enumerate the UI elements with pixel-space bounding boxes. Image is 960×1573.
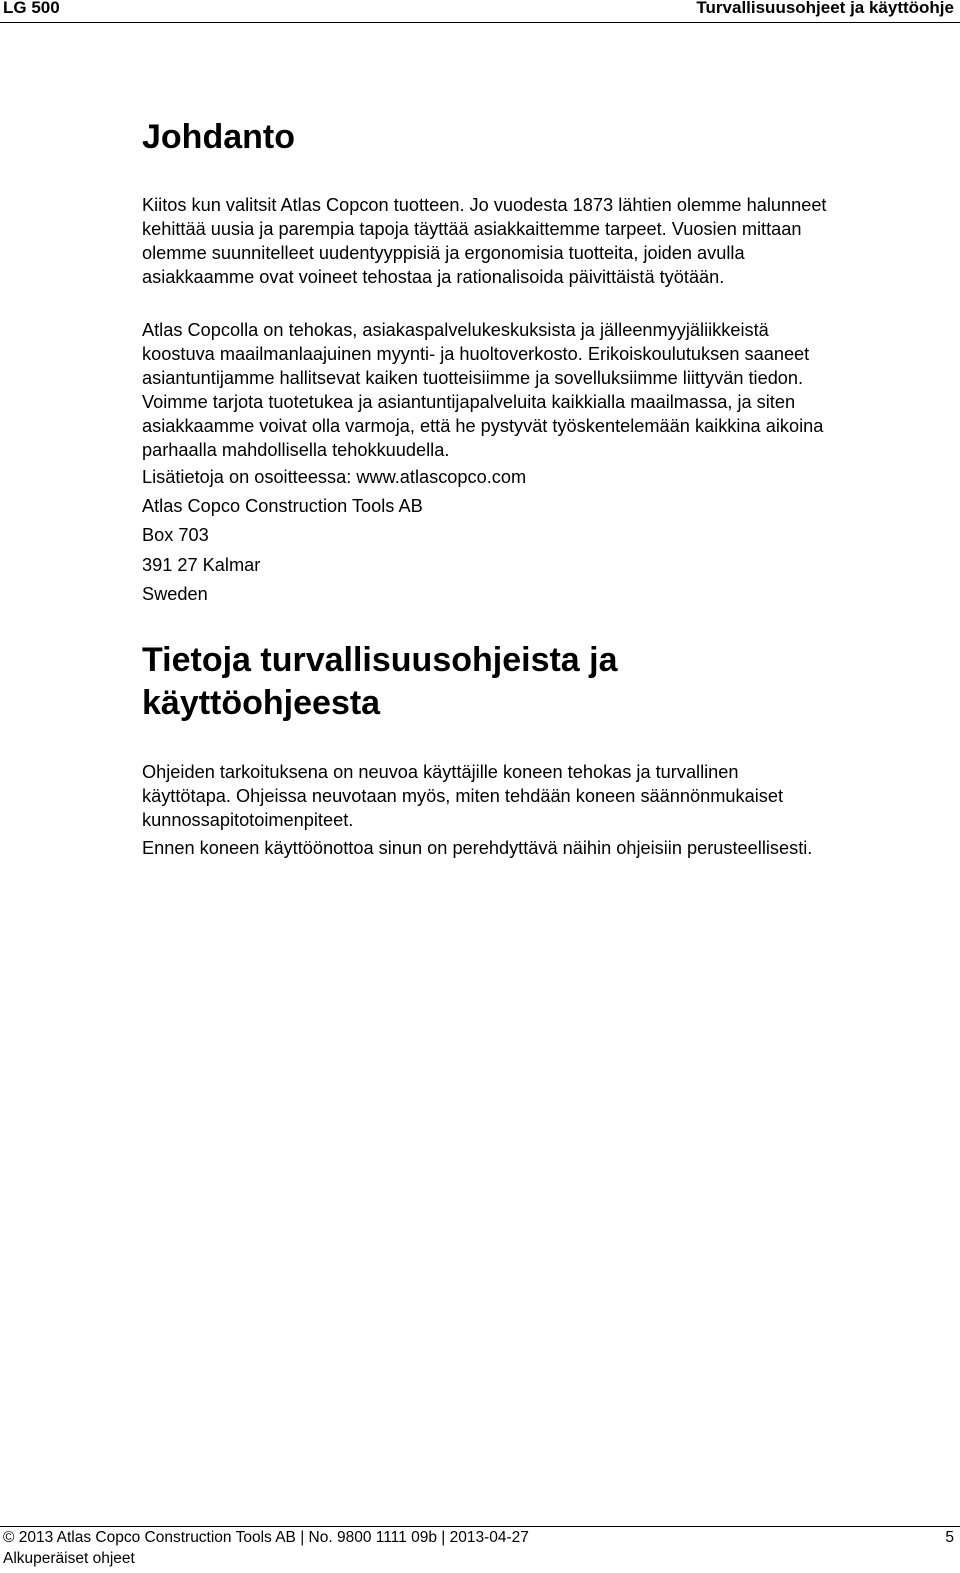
address-city: 391 27 Kalmar — [142, 555, 261, 575]
header-section-title: Turvallisuusohjeet ja käyttöohje — [696, 0, 954, 17]
safety-paragraph-1: Ohjeiden tarkoituksena on neuvoa käyttäjille koneen tehokas ja turvallinen käyttötapa. Ohjeissa neuvotaan myös, miten tehdään koneen säännönmukaiset kunnossapitotoimenpiteet. — [142, 762, 784, 830]
safety-heading — [142, 639, 702, 725]
safety-paragraph-2: Ennen koneen käyttöönottoa sinun on perehdyttävä näihin ohjeisiin perusteellisesti. — [142, 838, 813, 858]
safety-heading-text: Tietoja turvallisuusohjeista ja käyttöohjeesta — [142, 641, 618, 722]
address-box: Box 703 — [142, 525, 209, 545]
introduction-heading: Johdanto — [142, 118, 295, 156]
page-header — [0, 0, 960, 23]
footer-original-instructions: Alkuperäiset ohjeet — [3, 1550, 135, 1567]
introduction-paragraph-1: Kiitos kun valitsit Atlas Copcon tuotteen. Jo vuodesta 1873 lähtien olemme halunneet kehittää uusia ja parempia tapoja täyttää asiakkaittemme tarpeet. Vuosien mittaan olemme suunnitelleet uudentyyppisiä ja ergonomisia tuotteita, joiden avulla asiakkaamme ovat voineet tehostaa ja rationalisoida päivittäistä työtään. — [142, 195, 827, 287]
introduction-paragraph-2: Atlas Copcolla on tehokas, asiakaspalvelukeskuksista ja jälleenmyyjäliikkeistä koostuva maailmanlaajuinen myynti- ja huoltoverkosto. Erikoiskoulutuksen saaneet asiantuntijamme hallitsevat kaiken tuotteisiimme ja sovelluksiimme liittyvän tiedon. Voimme tarjota tuotetukea ja asiantuntijapalveluita kaikkialla maailmassa, ja siten asiakkaamme voivat olla varmoja, että he pystyvät työskentelemään kaikkina aikoina parhaalla mahdollisella tehokkuudella. — [142, 320, 824, 460]
address-country: Sweden — [142, 584, 208, 604]
footer-page-number: 5 — [945, 1529, 954, 1546]
page-footer — [0, 1526, 960, 1567]
more-info-text: Lisätietoja on osoitteessa: www.atlascopco.com — [142, 467, 527, 487]
address-company: Atlas Copco Construction Tools AB — [142, 496, 423, 516]
footer-copyright: © 2013 Atlas Copco Construction Tools AB | No. 9800 1111 09b | 2013-04-27 — [3, 1529, 529, 1546]
header-model: LG 500 — [3, 0, 60, 17]
